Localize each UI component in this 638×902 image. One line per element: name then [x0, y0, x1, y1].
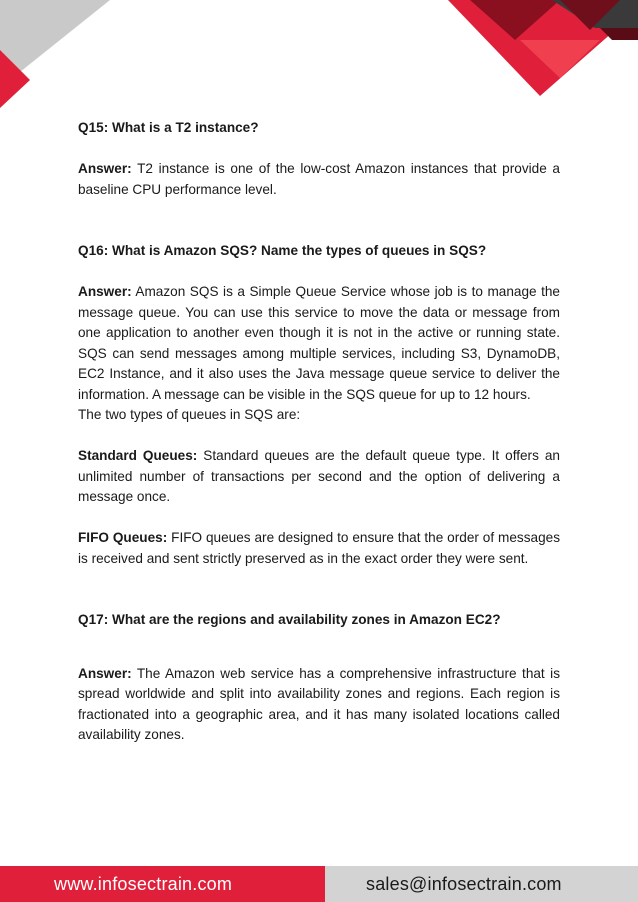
header-decoration — [0, 0, 638, 120]
q16-answer-text: Amazon SQS is a Simple Queue Service whose job is to manage the message queue. You can use this service to move the data or message from one application to another even though it is not in the active or running state. SQS can send messages among multiple services, including S3, DynamoDB, EC2 Instance, and it also uses the Java message queue service to deliver the information. A message can be visible in the SQS queue for up to 12 hours. — [78, 284, 560, 402]
standard-queues-text: Standard queues are the default queue type. It offers an unlimited number of transactions per second and the option of delivering a message once. — [78, 448, 560, 504]
q16-standard-queues — [78, 446, 560, 508]
q16-types-intro: The two types of queues in SQS are: — [78, 407, 301, 422]
q16-question: Q16: What is Amazon SQS? Name the types of queues in SQS? — [78, 243, 487, 258]
standard-queues-label: Standard Queues: — [78, 448, 198, 463]
q15-answer — [78, 159, 560, 200]
q17-answer-text: The Amazon web service has a comprehensive infrastructure that is spread worldwide and split into availability zones and regions. Each region is fractionated into a geographic area, and it has many isolated locations called availability zones. — [78, 665, 560, 742]
footer-website-link[interactable]: www.infosectrain.com — [0, 866, 325, 902]
fifo-queues-label: FIFO Queues: — [78, 530, 168, 545]
fifo-queues-text: FIFO queues are designed to ensure that the order of messages is received and sent strictly preserved as in the exact order they were sent. — [78, 530, 560, 566]
top-left-red-triangle — [0, 50, 30, 108]
q15-answer-label: Answer: — [78, 161, 132, 176]
footer-email-link[interactable]: sales@infosectrain.com — [325, 866, 638, 902]
q17-answer-label: Answer: — [78, 665, 132, 681]
q17-answer — [78, 664, 560, 746]
top-left-gray-triangle — [0, 0, 110, 88]
q16-fifo-queues — [78, 528, 560, 569]
top-right-dark-red-triangle — [470, 0, 560, 40]
top-right-dark-stripe — [600, 28, 638, 40]
q15-question: Q15: What is a T2 instance? — [78, 120, 259, 135]
top-right-red-triangle — [448, 0, 638, 96]
top-right-maroon-triangle — [560, 0, 620, 30]
q16-answer — [78, 282, 560, 405]
footer — [0, 866, 638, 902]
q15-answer-text: T2 instance is one of the low-cost Amazon instances that provide a baseline CPU performance level. — [78, 161, 560, 197]
top-right-light-red-triangle — [520, 40, 600, 78]
top-right-charcoal-triangle — [552, 0, 638, 28]
q16-answer-label: Answer: — [78, 284, 132, 299]
document-body — [78, 118, 560, 746]
q17-question: Q17: What are the regions and availability zones in Amazon EC2? — [78, 612, 501, 627]
